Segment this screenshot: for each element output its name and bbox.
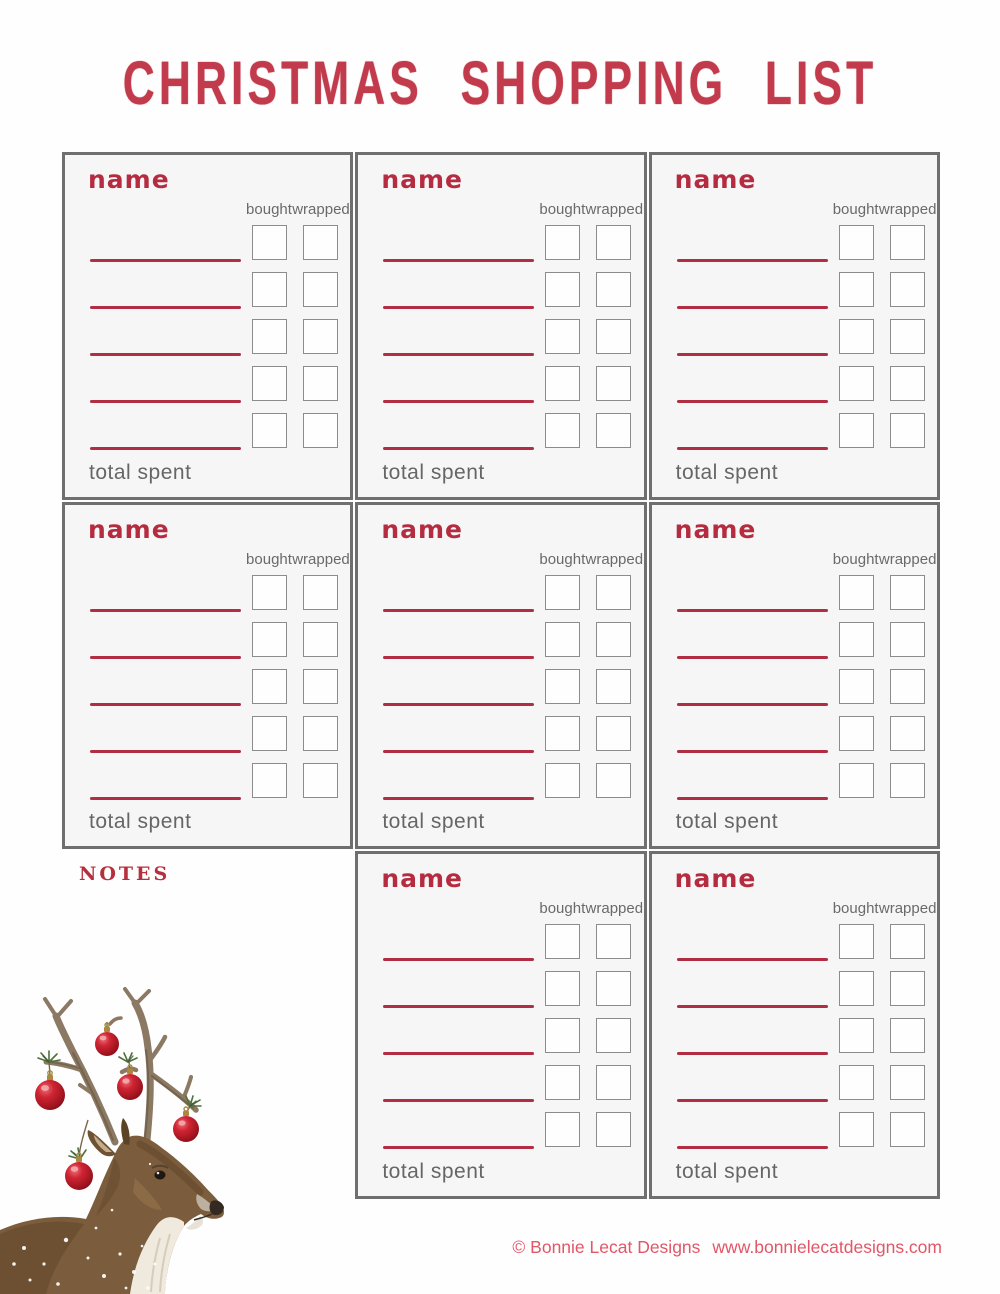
gift-name-line[interactable] <box>383 400 534 403</box>
gift-row <box>652 575 937 622</box>
bought-column-header: bought <box>246 550 292 568</box>
wrapped-checkbox[interactable] <box>596 366 631 401</box>
gift-row <box>65 272 350 319</box>
wrapped-checkbox[interactable] <box>890 1112 925 1147</box>
wrapped-checkbox[interactable] <box>303 272 338 307</box>
bought-checkbox[interactable] <box>252 366 287 401</box>
gift-name-line[interactable] <box>383 353 534 356</box>
bought-checkbox[interactable] <box>545 716 580 751</box>
gift-card <box>649 502 940 850</box>
wrapped-checkbox[interactable] <box>890 622 925 657</box>
gift-rows <box>652 575 937 810</box>
gift-row <box>652 716 937 763</box>
checkbox-headers <box>652 551 937 571</box>
recipient-name-field[interactable]: name <box>674 864 757 894</box>
recipient-name-field[interactable]: name <box>674 165 757 194</box>
gift-card <box>62 152 353 500</box>
gift-row <box>65 669 350 716</box>
bought-checkbox[interactable] <box>839 716 874 751</box>
bought-checkbox[interactable] <box>545 272 580 307</box>
gift-name-line[interactable] <box>383 958 534 961</box>
gift-row <box>358 575 643 622</box>
total-spent-label: total spent <box>89 460 192 484</box>
bought-column-header: bought <box>832 550 879 568</box>
gift-name-line[interactable] <box>383 259 534 262</box>
gift-row <box>65 319 350 366</box>
gift-name-line[interactable] <box>677 1005 828 1008</box>
checkbox-headers <box>65 551 350 571</box>
gift-name-line[interactable] <box>383 703 534 706</box>
wrapped-column-header: wrapped <box>585 900 644 918</box>
gift-name-line[interactable] <box>677 656 828 659</box>
wrapped-checkbox[interactable] <box>596 924 631 959</box>
wrapped-checkbox[interactable] <box>596 272 631 307</box>
wrapped-column-header: wrapped <box>878 201 937 218</box>
wrapped-checkbox[interactable] <box>303 669 338 704</box>
gift-row <box>65 763 350 810</box>
gift-row <box>358 669 643 716</box>
recipient-name-field[interactable]: name <box>88 514 170 544</box>
gift-row <box>652 622 937 669</box>
wrapped-checkbox[interactable] <box>890 1018 925 1053</box>
bought-checkbox[interactable] <box>545 575 580 610</box>
recipient-name-field[interactable]: name <box>381 514 464 544</box>
gift-name-line[interactable] <box>383 1146 534 1149</box>
wrapped-column-header: wrapped <box>878 550 937 568</box>
recipient-name-field[interactable]: name <box>381 165 464 194</box>
gift-name-line[interactable] <box>677 353 828 356</box>
gift-rows <box>65 225 350 460</box>
bought-checkbox[interactable] <box>545 924 580 959</box>
gift-name-line[interactable] <box>677 1099 828 1102</box>
recipient-name-field[interactable]: name <box>381 864 464 894</box>
bought-checkbox[interactable] <box>252 319 287 354</box>
bought-checkbox[interactable] <box>545 1112 580 1147</box>
gift-card <box>355 851 646 1199</box>
wrapped-checkbox[interactable] <box>596 413 631 448</box>
bought-column-header: bought <box>246 201 292 218</box>
gift-card <box>355 152 646 500</box>
bought-checkbox[interactable] <box>839 225 874 260</box>
bought-column-header: bought <box>539 900 586 918</box>
gift-row <box>652 971 937 1018</box>
bought-checkbox[interactable] <box>252 716 287 751</box>
total-spent-label: total spent <box>89 810 192 834</box>
gift-row <box>652 1065 937 1112</box>
wrapped-checkbox[interactable] <box>596 225 631 260</box>
bought-checkbox[interactable] <box>839 272 874 307</box>
bought-checkbox[interactable] <box>839 1112 874 1147</box>
bought-checkbox[interactable] <box>839 669 874 704</box>
wrapped-checkbox[interactable] <box>303 366 338 401</box>
bought-checkbox[interactable] <box>545 1065 580 1100</box>
bought-checkbox[interactable] <box>839 319 874 354</box>
gift-name-line[interactable] <box>90 353 241 356</box>
checkbox-headers <box>652 201 937 221</box>
bought-column-header: bought <box>832 201 879 218</box>
gift-row <box>652 1112 937 1159</box>
gift-name-line[interactable] <box>383 1005 534 1008</box>
gift-name-line[interactable] <box>90 797 241 800</box>
gift-name-line[interactable] <box>90 259 241 262</box>
bought-column-header: bought <box>832 900 879 918</box>
gift-row <box>65 413 350 460</box>
gift-row <box>652 413 937 460</box>
checkbox-headers <box>652 900 937 920</box>
title-wrap <box>0 48 1000 118</box>
bought-column-header: bought <box>539 550 586 568</box>
wrapped-checkbox[interactable] <box>890 924 925 959</box>
gift-name-line[interactable] <box>90 400 241 403</box>
wrapped-checkbox[interactable] <box>890 669 925 704</box>
page-title: CHRISTMAS SHOPPING LIST <box>122 49 878 118</box>
gift-row <box>358 716 643 763</box>
gift-rows <box>652 225 937 460</box>
gift-row <box>358 225 643 272</box>
gift-row <box>65 716 350 763</box>
wrapped-checkbox[interactable] <box>303 575 338 610</box>
bought-checkbox[interactable] <box>545 1018 580 1053</box>
bought-checkbox[interactable] <box>252 622 287 657</box>
wrapped-checkbox[interactable] <box>596 763 631 798</box>
wrapped-checkbox[interactable] <box>890 763 925 798</box>
bought-checkbox[interactable] <box>545 971 580 1006</box>
gift-card <box>649 152 940 500</box>
gift-card <box>355 502 646 850</box>
notes-label: NOTES <box>79 863 171 886</box>
gift-row <box>652 669 937 716</box>
wrapped-checkbox[interactable] <box>890 575 925 610</box>
bought-checkbox[interactable] <box>252 272 287 307</box>
bought-checkbox[interactable] <box>252 413 287 448</box>
gift-row <box>358 971 643 1018</box>
gift-name-line[interactable] <box>383 750 534 753</box>
bought-checkbox[interactable] <box>545 413 580 448</box>
bought-checkbox[interactable] <box>252 669 287 704</box>
gift-name-line[interactable] <box>383 1099 534 1102</box>
bought-checkbox[interactable] <box>252 225 287 260</box>
gift-rows <box>358 575 643 810</box>
gift-name-line[interactable] <box>677 447 828 450</box>
bought-checkbox[interactable] <box>545 319 580 354</box>
bought-checkbox[interactable] <box>545 622 580 657</box>
wrapped-checkbox[interactable] <box>596 716 631 751</box>
gift-row <box>358 1112 643 1159</box>
gift-rows <box>358 924 643 1159</box>
checkbox-headers <box>358 201 643 221</box>
gift-name-line[interactable] <box>383 797 534 800</box>
total-spent-label: total spent <box>382 1159 485 1183</box>
wrapped-checkbox[interactable] <box>596 971 631 1006</box>
bought-checkbox[interactable] <box>545 763 580 798</box>
gift-name-line[interactable] <box>677 609 828 612</box>
gift-name-line[interactable] <box>383 306 534 309</box>
gift-name-line[interactable] <box>677 400 828 403</box>
gift-name-line[interactable] <box>383 609 534 612</box>
gift-row <box>358 622 643 669</box>
wrapped-checkbox[interactable] <box>596 1018 631 1053</box>
gift-row <box>358 1065 643 1112</box>
copyright-text: © Bonnie Lecat Designs <box>512 1237 701 1257</box>
wrapped-column-header: wrapped <box>292 201 350 218</box>
gift-name-line[interactable] <box>383 1052 534 1055</box>
bought-checkbox[interactable] <box>545 669 580 704</box>
gift-row <box>358 272 643 319</box>
total-spent-label: total spent <box>675 810 779 834</box>
wrapped-checkbox[interactable] <box>596 669 631 704</box>
gift-row <box>358 763 643 810</box>
gift-rows <box>358 225 643 460</box>
credit-line <box>512 1237 942 1258</box>
deer-ornaments-illustration <box>0 958 272 1294</box>
bought-checkbox[interactable] <box>839 763 874 798</box>
gift-card <box>649 851 940 1199</box>
wrapped-checkbox[interactable] <box>303 413 338 448</box>
gift-row <box>358 924 643 971</box>
wrapped-checkbox[interactable] <box>890 716 925 751</box>
wrapped-checkbox[interactable] <box>303 319 338 354</box>
total-spent-label: total spent <box>675 1159 779 1183</box>
bought-checkbox[interactable] <box>545 225 580 260</box>
deer-body-graphic <box>0 1118 224 1294</box>
recipient-name-field[interactable]: name <box>674 514 757 544</box>
gift-name-line[interactable] <box>383 656 534 659</box>
bought-checkbox[interactable] <box>839 1065 874 1100</box>
bought-checkbox[interactable] <box>545 366 580 401</box>
gift-row <box>65 225 350 272</box>
wrapped-checkbox[interactable] <box>596 622 631 657</box>
gift-row <box>358 366 643 413</box>
gift-row <box>65 575 350 622</box>
wrapped-checkbox[interactable] <box>890 225 925 260</box>
gift-row <box>652 763 937 810</box>
wrapped-checkbox[interactable] <box>303 622 338 657</box>
total-spent-label: total spent <box>382 810 485 834</box>
gift-row <box>652 366 937 413</box>
gift-name-line[interactable] <box>677 306 828 309</box>
gift-row <box>358 1018 643 1065</box>
gift-name-line[interactable] <box>90 656 241 659</box>
gift-name-line[interactable] <box>90 447 241 450</box>
gift-name-line[interactable] <box>677 1146 828 1149</box>
wrapped-checkbox[interactable] <box>890 971 925 1006</box>
gift-row <box>652 1018 937 1065</box>
bought-checkbox[interactable] <box>839 971 874 1006</box>
wrapped-checkbox[interactable] <box>596 1065 631 1100</box>
bought-checkbox[interactable] <box>839 622 874 657</box>
total-spent-label: total spent <box>675 460 779 484</box>
gift-rows <box>652 924 937 1159</box>
gift-name-line[interactable] <box>90 703 241 706</box>
gift-name-line[interactable] <box>90 609 241 612</box>
gift-name-line[interactable] <box>677 797 828 800</box>
wrapped-checkbox[interactable] <box>890 1065 925 1100</box>
gift-row <box>652 272 937 319</box>
bought-checkbox[interactable] <box>839 366 874 401</box>
wrapped-checkbox[interactable] <box>596 319 631 354</box>
wrapped-column-header: wrapped <box>292 550 350 568</box>
gift-row <box>358 413 643 460</box>
bought-checkbox[interactable] <box>252 575 287 610</box>
wrapped-checkbox[interactable] <box>303 763 338 798</box>
gift-row <box>65 622 350 669</box>
wrapped-checkbox[interactable] <box>890 272 925 307</box>
checkbox-headers <box>358 900 643 920</box>
gift-row <box>358 319 643 366</box>
bought-column-header: bought <box>539 201 586 218</box>
website-link[interactable]: www.bonnielecatdesigns.com <box>712 1237 942 1257</box>
total-spent-label: total spent <box>382 460 485 484</box>
gift-row <box>65 366 350 413</box>
gift-name-line[interactable] <box>677 703 828 706</box>
checkbox-headers <box>65 201 350 221</box>
wrapped-checkbox[interactable] <box>303 225 338 260</box>
gift-row <box>652 924 937 971</box>
gift-card <box>62 502 353 850</box>
wrapped-column-header: wrapped <box>585 201 644 218</box>
recipient-name-field[interactable]: name <box>88 165 170 194</box>
gift-name-line[interactable] <box>677 750 828 753</box>
bought-checkbox[interactable] <box>839 413 874 448</box>
bought-checkbox[interactable] <box>252 763 287 798</box>
wrapped-checkbox[interactable] <box>890 319 925 354</box>
sprigs-graphic <box>38 1051 201 1159</box>
bought-checkbox[interactable] <box>839 1018 874 1053</box>
bought-checkbox[interactable] <box>839 575 874 610</box>
gift-rows <box>65 575 350 810</box>
gift-row <box>652 225 937 272</box>
wrapped-checkbox[interactable] <box>303 716 338 751</box>
wrapped-checkbox[interactable] <box>596 575 631 610</box>
gift-row <box>652 319 937 366</box>
checkbox-headers <box>358 551 643 571</box>
wrapped-column-header: wrapped <box>585 550 644 568</box>
gift-name-line[interactable] <box>677 958 828 961</box>
gift-name-line[interactable] <box>383 447 534 450</box>
wrapped-checkbox[interactable] <box>596 1112 631 1147</box>
wrapped-checkbox[interactable] <box>890 413 925 448</box>
gift-name-line[interactable] <box>90 750 241 753</box>
wrapped-checkbox[interactable] <box>890 366 925 401</box>
gift-name-line[interactable] <box>677 1052 828 1055</box>
gift-name-line[interactable] <box>90 306 241 309</box>
bought-checkbox[interactable] <box>839 924 874 959</box>
gift-name-line[interactable] <box>677 259 828 262</box>
wrapped-column-header: wrapped <box>878 900 937 918</box>
